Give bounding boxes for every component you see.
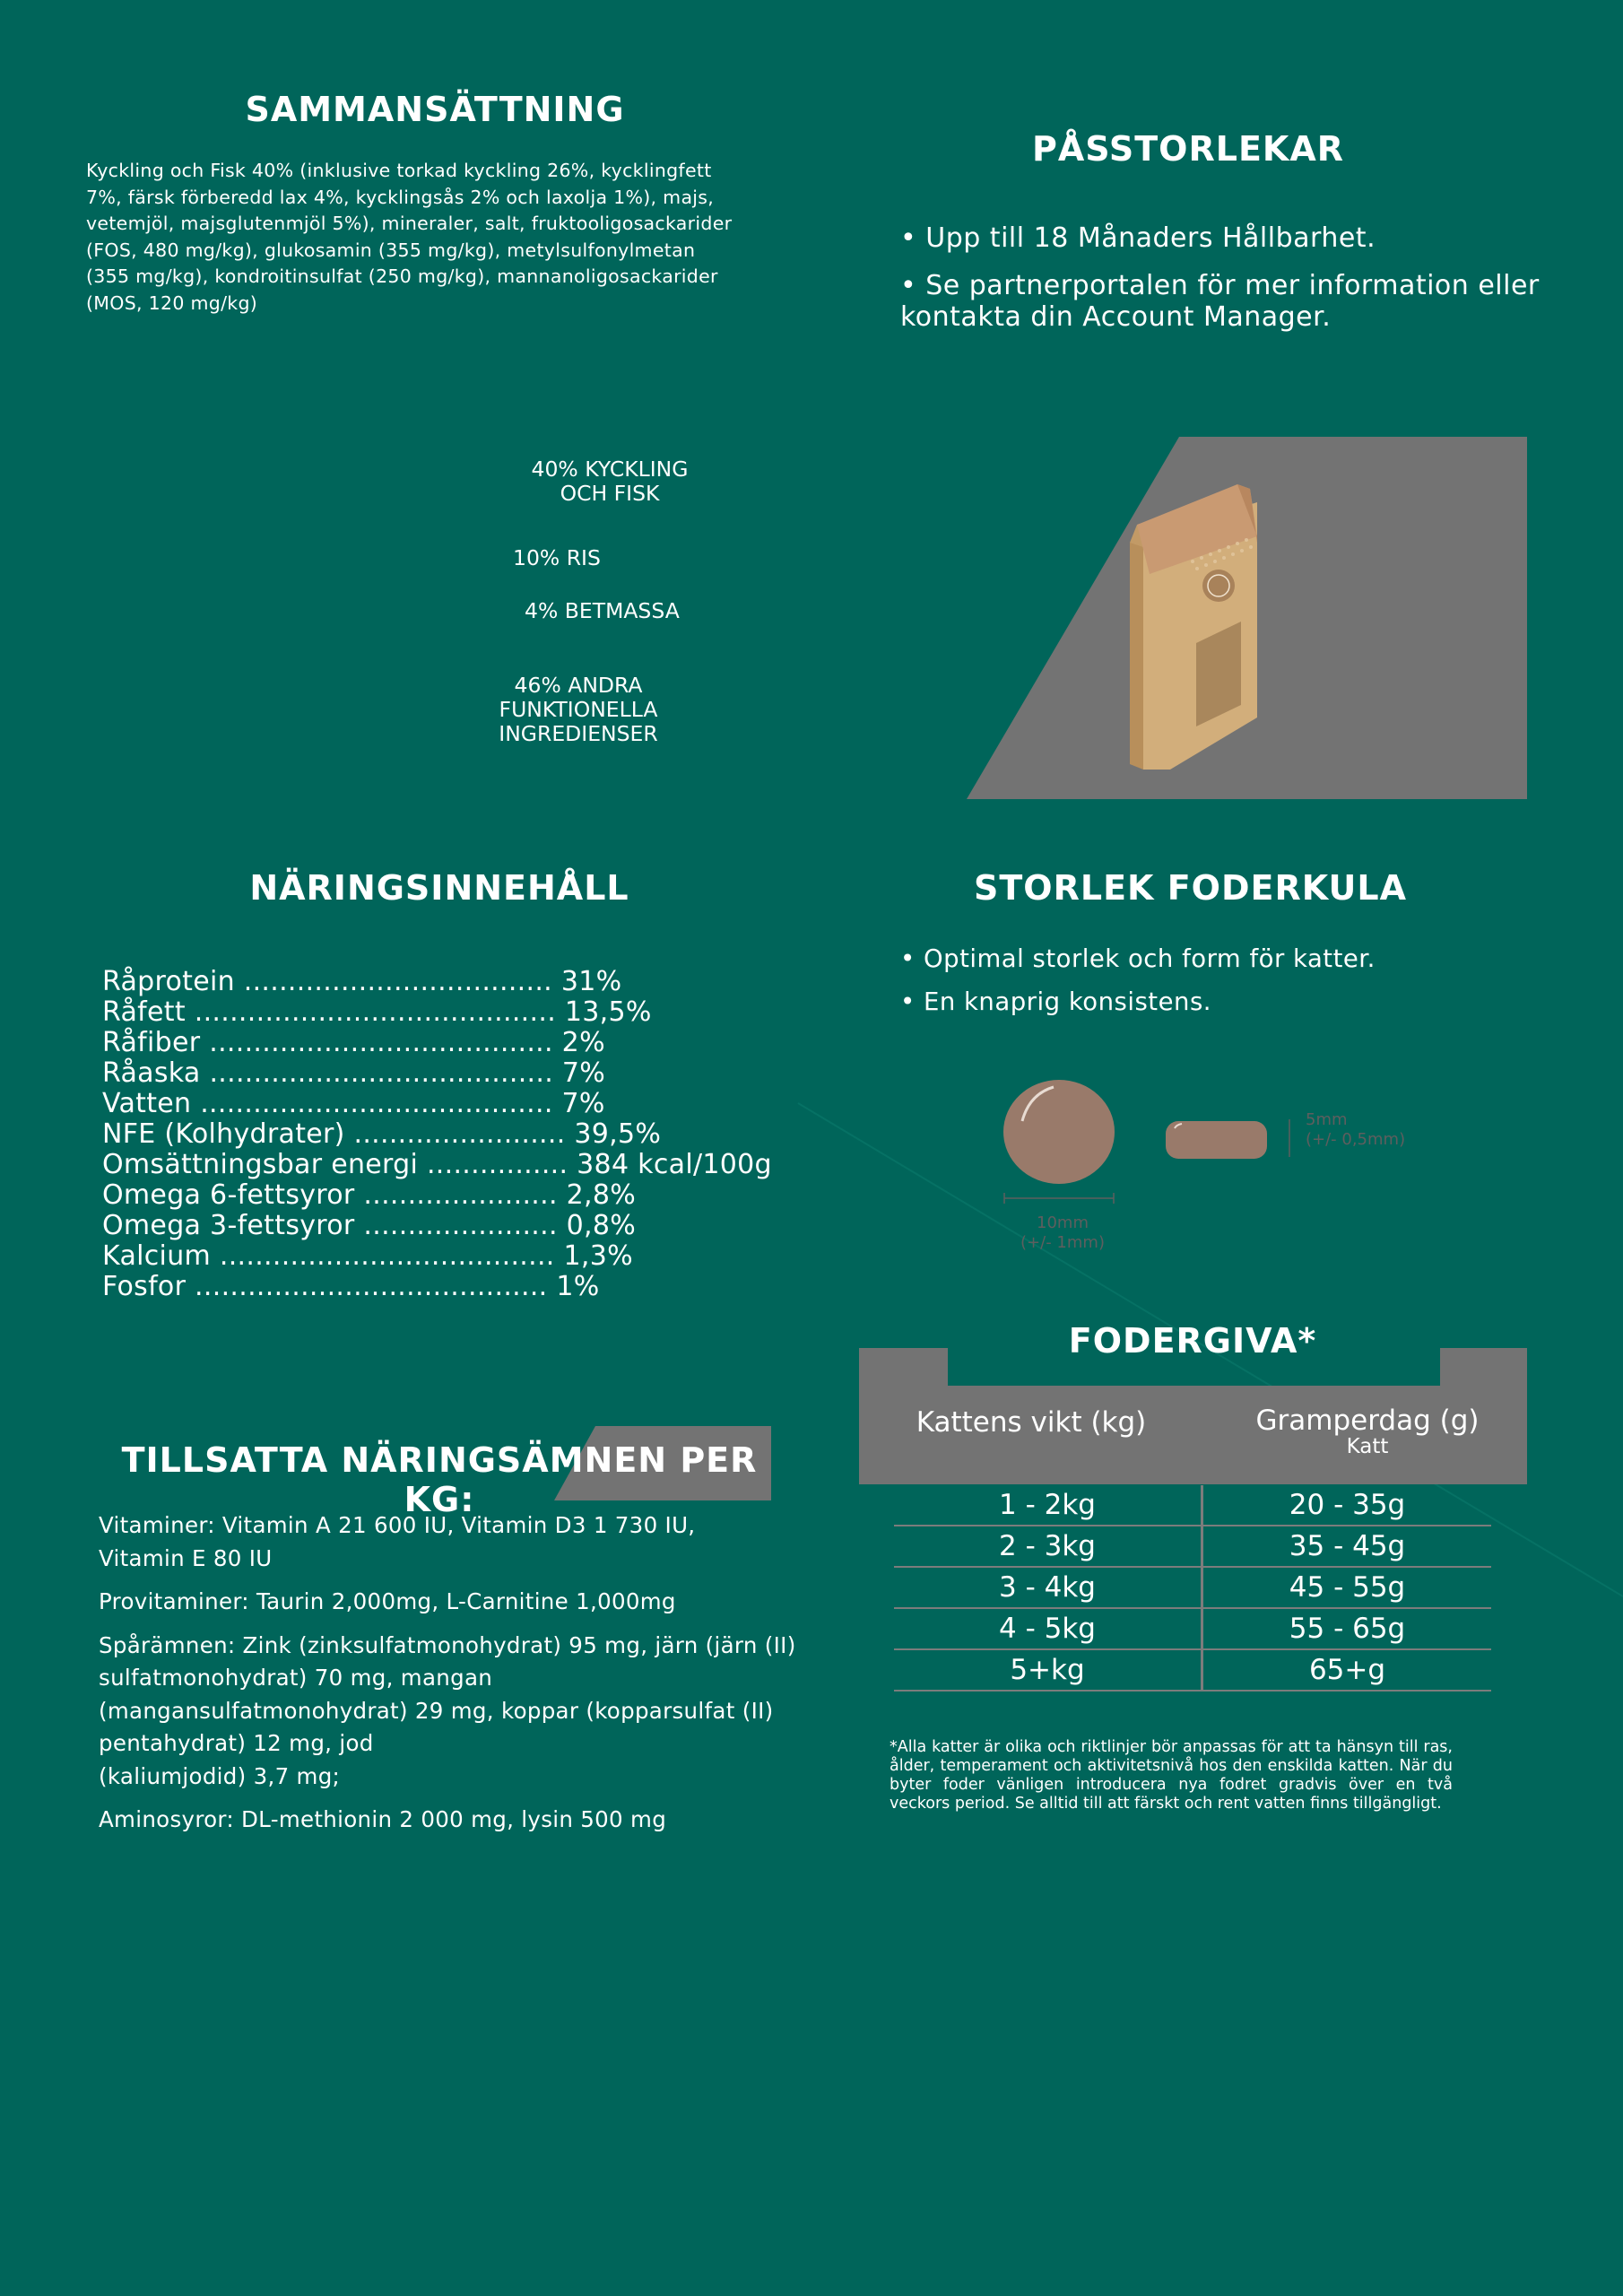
text-line: Vitaminer: Vitamin A 21 600 IU, Vitamin D3 1 730 IU, (99, 1512, 696, 1538)
feeding-title: FODERGIVA* (1068, 1321, 1317, 1361)
pack-bullet: • Upp till 18 Månaders Hållbarhet. (900, 222, 1376, 254)
ingredient-beet-label: 4% BETMASSA (525, 598, 680, 623)
text-line: (mangansulfatmonohydrat) 29 mg, koppar (kopparsulfat (II) (99, 1697, 774, 1724)
text-line: sulfatmonohydrat) 70 mg, mangan (99, 1665, 493, 1691)
feeding-footnote: *Alla katter är olika och riktlinjer bör anpassas för att ta hänsyn till ras, ålder, temperament och aktivitetsnivå hos den enskilda katten. När du byter foder vänligen introducera nya fodret gradvis över en två veckors period. Se alltid till att färskt och rent vatten finns tillgängligt. (890, 1738, 1453, 1813)
weight-cell: 4 - 5kg (894, 1608, 1202, 1649)
nutrition-row: Råfiber ....................................... 2% (102, 1027, 605, 1058)
composition-line: (355 mg/kg), kondroitinsulfat (250 mg/kg), mannanoligosackarider (86, 265, 718, 287)
trace-elements-text (99, 1630, 798, 1794)
dimension-line: (+/- 0,5mm) (1306, 1130, 1406, 1149)
text-line: Vitamin E 80 IU (99, 1544, 273, 1571)
nutrition-row: Kalcium ...................................... 1,3% (102, 1240, 633, 1272)
composition-line: (MOS, 120 mg/kg) (86, 291, 258, 314)
nutrition-row: Fosfor ........................................ 1% (102, 1271, 600, 1302)
dimension-line: 5mm (1306, 1110, 1348, 1129)
ingredient-line: OCH FISK (560, 481, 660, 506)
nutrition-row: Råprotein ................................... 31% (102, 966, 622, 997)
nutrition-row: Råaska ....................................... 7% (102, 1057, 606, 1089)
added-nutrients-list (99, 1509, 798, 1848)
ingredient-rice-label: 10% RIS (513, 545, 601, 570)
kibble-title: STORLEK FODERKULA (974, 868, 1407, 908)
grams-cell: 55 - 65g (1202, 1608, 1492, 1649)
weight-cell: 1 - 2kg (894, 1485, 1202, 1526)
amino-acids-text: Aminosyror: DL-methionin 2 000 mg, lysin 500 mg (99, 1806, 667, 1832)
nutrition-row: Vatten ........................................ 7% (102, 1088, 605, 1119)
added-title-accent (0, 0, 807, 1507)
table-row (894, 1567, 1491, 1608)
dimension-line: (+/- 1mm) (1020, 1233, 1105, 1252)
weight-cell: 3 - 4kg (894, 1567, 1202, 1608)
text-line: Spårämnen: Zink (zinksulfatmonohydrat) 95 mg, järn (järn (II) (99, 1631, 796, 1658)
added-nutrients-title: TILLSATTA NÄRINGSÄMNEN PER KG: (121, 1440, 758, 1519)
feeding-col-grams-header: Gramperdag (g) (1255, 1405, 1480, 1437)
table-row (894, 1608, 1491, 1649)
grams-cell: 20 - 35g (1202, 1485, 1492, 1526)
composition-title: SAMMANSÄTTNING (245, 90, 625, 129)
table-row (894, 1649, 1491, 1691)
provitamins-text: Provitaminer: Taurin 2,000mg, L-Carnitine 1,000mg (99, 1588, 676, 1614)
composition-line: vetemjöl, majsglutenmjöl 5%), mineraler, salt, fruktooligosackarider (86, 213, 733, 234)
ingredient-line: 40% KYCKLING (531, 457, 689, 482)
nutrition-row: Omega 3-fettsyror ...................... 0,8% (102, 1210, 637, 1241)
nutrition-row: Omsättningsbar energi ................ 384 kcal/100g (102, 1149, 772, 1180)
vitamins-text (99, 1509, 798, 1575)
table-row (894, 1485, 1491, 1526)
grams-cell: 45 - 55g (1202, 1567, 1492, 1608)
feeding-col-weight-header: Kattens vikt (kg) (916, 1406, 1147, 1439)
grams-cell: 35 - 45g (1202, 1526, 1492, 1567)
weight-cell: 2 - 3kg (894, 1526, 1202, 1567)
pack-sizes-title: PÅSSTORLEKAR (1031, 129, 1345, 169)
composition-line: (FOS, 480 mg/kg), glukosamin (355 mg/kg), metylsulfonylmetan (86, 239, 696, 261)
kibble-bullet: • En knaprig konsistens. (900, 987, 1212, 1016)
pack-bullet: • Se partnerportalen för mer information eller kontakta din Account Manager. (900, 270, 1540, 333)
text-line: pentahydrat) 12 mg, jod (99, 1730, 374, 1756)
kibble-bullet: • Optimal storlek och form för katter. (900, 944, 1376, 973)
weight-cell: 5+kg (894, 1649, 1202, 1691)
feeding-table (894, 1485, 1491, 1692)
ingredient-line: FUNKTIONELLA (499, 697, 658, 722)
nutrition-row: Omega 6-fettsyror ...................... 2,8% (102, 1179, 637, 1211)
dimension-line: 10mm (1037, 1213, 1089, 1232)
nutrition-row: NFE (Kolhydrater) ........................ 39,5% (102, 1118, 662, 1150)
nutrition-title: NÄRINGSINNEHÅLL (249, 868, 629, 908)
ingredient-line: 46% ANDRA (514, 673, 643, 698)
text-line: (kaliumjodid) 3,7 mg; (99, 1762, 341, 1789)
ingredient-line: INGREDIENSER (499, 721, 658, 746)
grams-cell: 65+g (1202, 1649, 1492, 1691)
feeding-col-grams-subheader: Katt (1346, 1435, 1389, 1458)
composition-line: Kyckling och Fisk 40% (inklusive torkad kyckling 26%, kycklingfett (86, 160, 712, 181)
table-row (894, 1526, 1491, 1567)
composition-line: 7%, färsk förberedd lax 4%, kycklingsås 2% och laxolja 1%), majs, (86, 186, 715, 208)
nutrition-row: Råfett ......................................... 13,5% (102, 996, 652, 1028)
